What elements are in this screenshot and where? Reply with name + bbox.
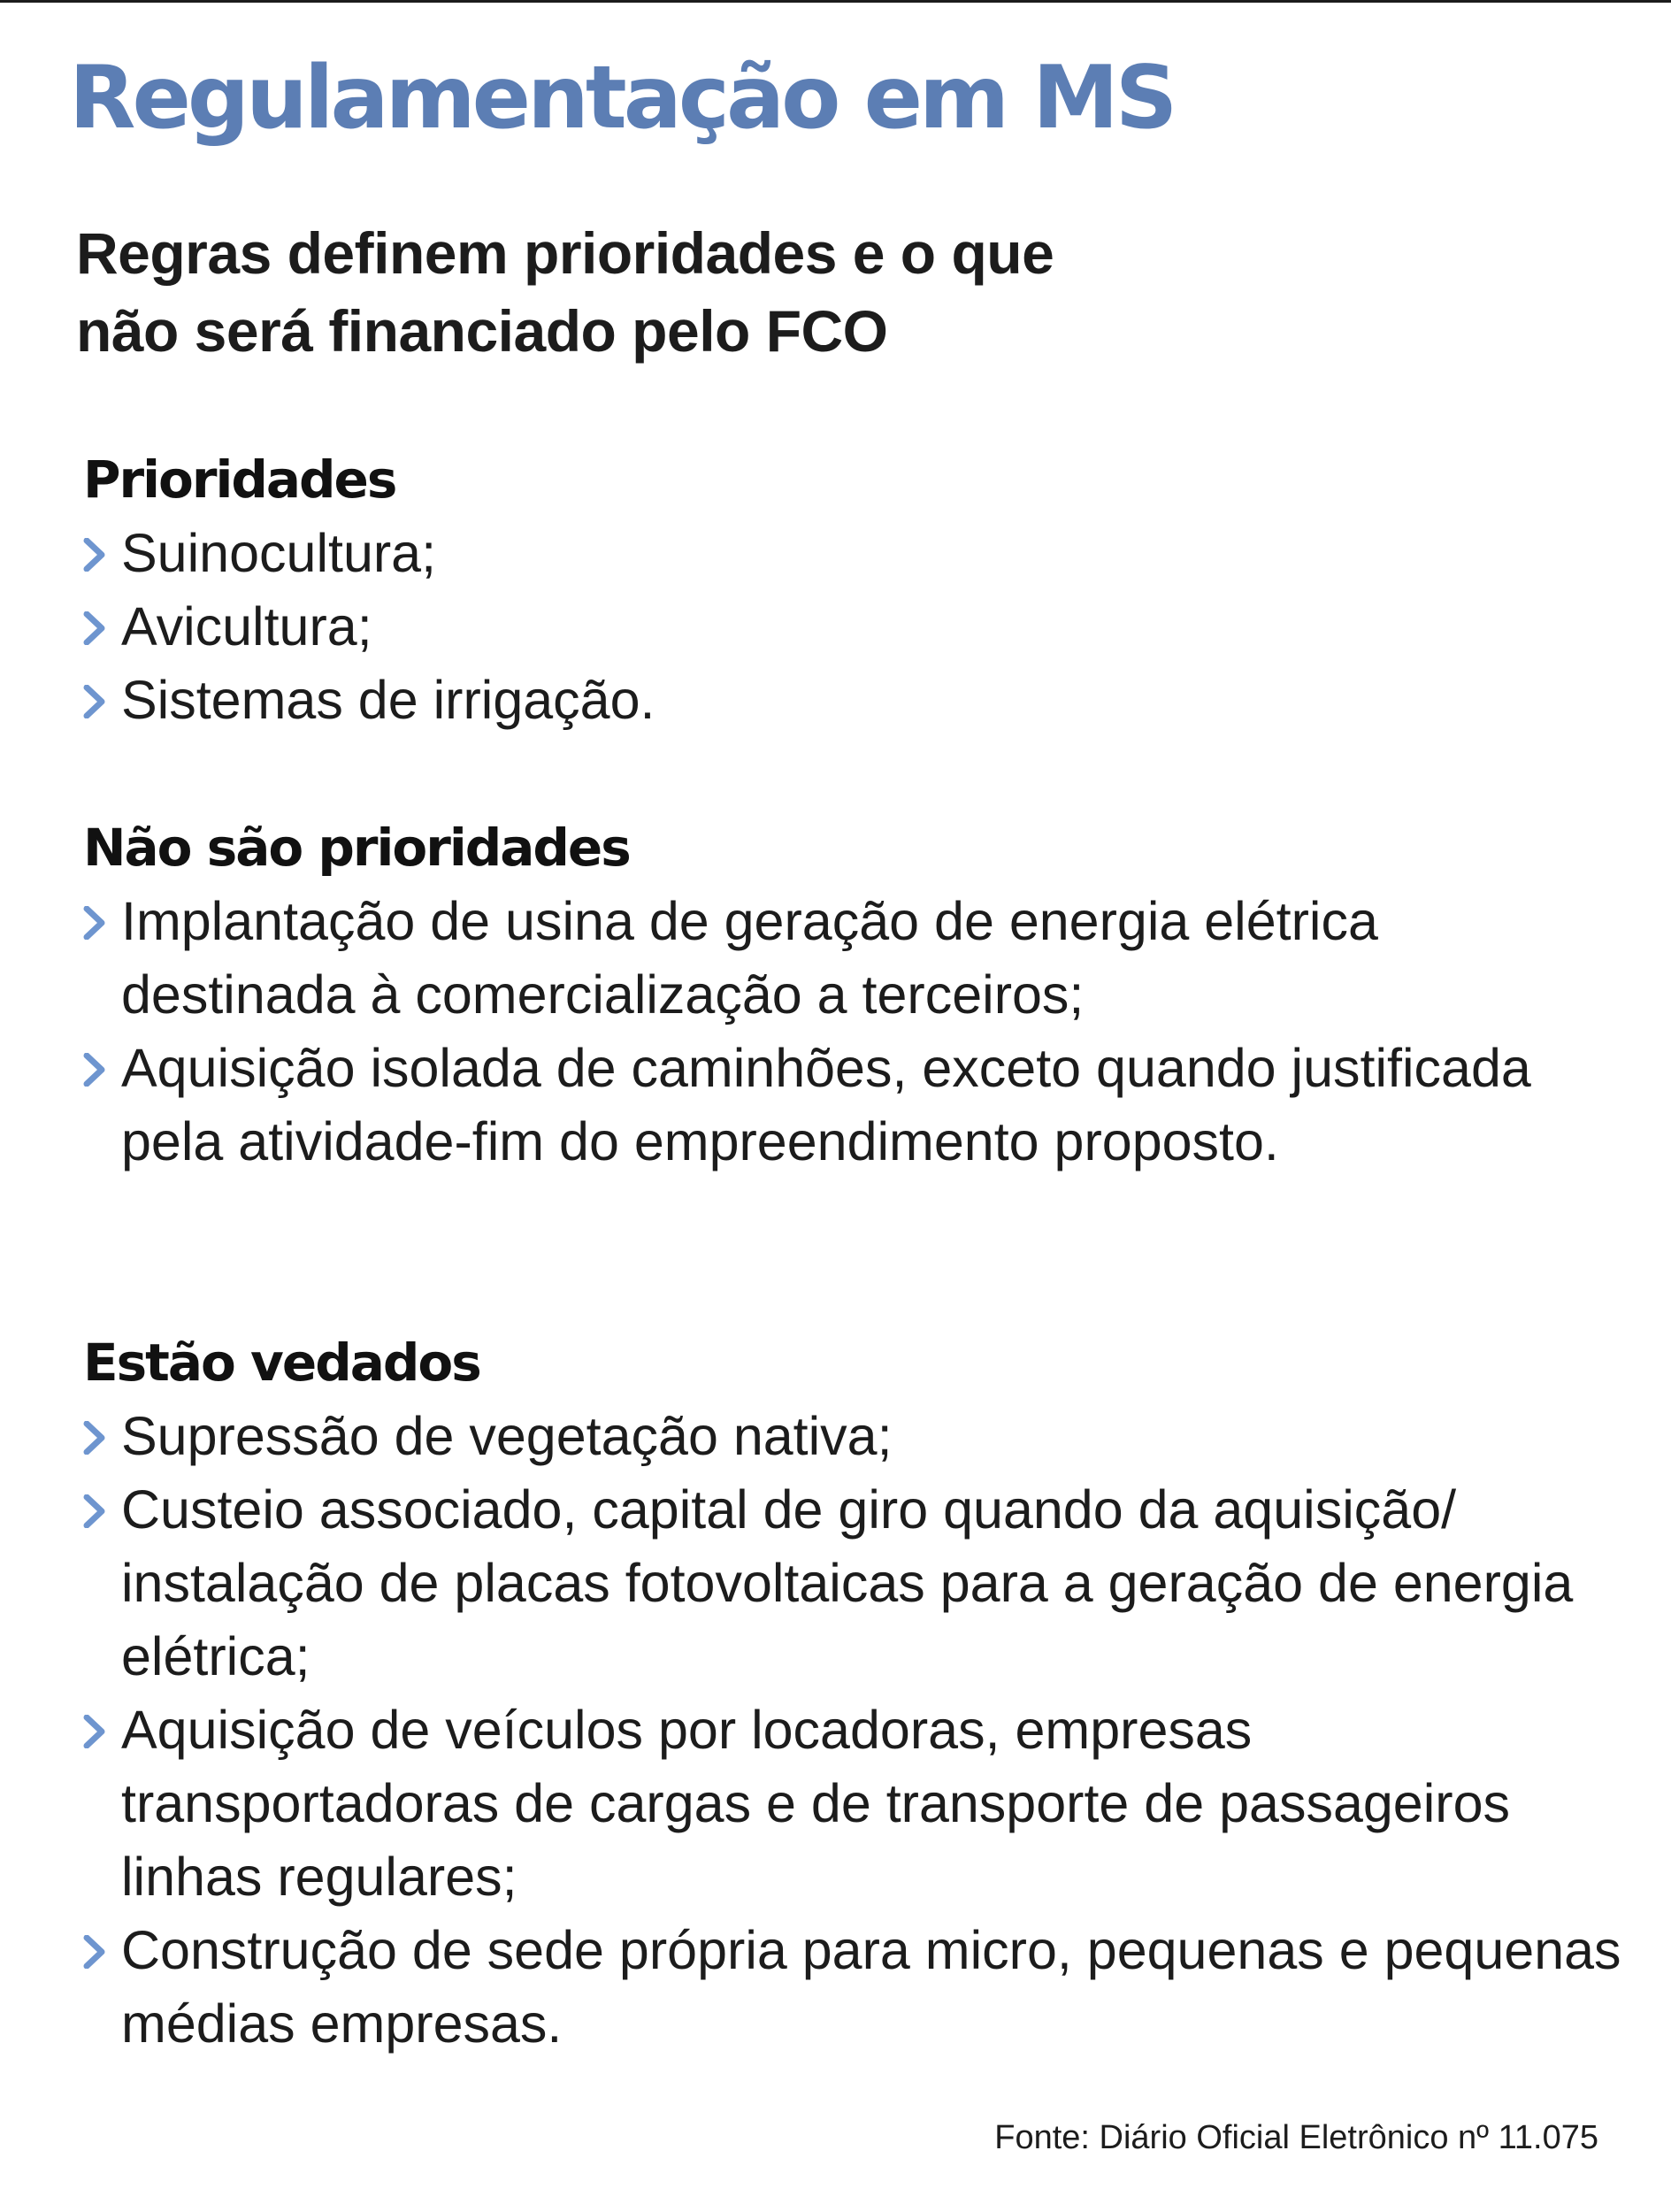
list-item-text: Supressão de vegetação nativa; — [121, 1406, 893, 1466]
item-list — [83, 885, 1622, 1179]
list-item-text: Implantação de usina de geração de energia elétrica destinada à comercialização a terceiros; — [121, 891, 1378, 1025]
list-item — [83, 1914, 1622, 2061]
list-item-text: Avicultura; — [121, 596, 372, 657]
list-item — [83, 1400, 1622, 1473]
list-item — [83, 1694, 1622, 1914]
item-list — [83, 517, 1622, 737]
list-item-text: Custeio associado, capital de giro quando da aquisição/ instalação de placas fotovoltaicas para a geração de energia elétrica; — [121, 1479, 1574, 1686]
section-heading: Não são prioridades — [83, 818, 630, 878]
page-title: Regulamentação em MS — [69, 48, 1175, 149]
chevron-right-icon — [83, 538, 106, 572]
chevron-right-icon — [83, 1421, 106, 1455]
top-rule — [0, 0, 1671, 3]
section-estao-vedados — [83, 1325, 1622, 2061]
list-item — [83, 590, 1622, 664]
subtitle-line-2: não será financiado pelo FCO — [76, 298, 888, 364]
list-item — [83, 1032, 1622, 1179]
item-list — [83, 1400, 1622, 2061]
chevron-right-icon — [83, 611, 106, 645]
list-item-text: Construção de sede própria para micro, pequenas e pequenas médias empresas. — [121, 1920, 1621, 2054]
list-item-text: Aquisição isolada de caminhões, exceto quando justificada pela atividade-fim do empreendimento proposto. — [121, 1038, 1531, 1171]
chevron-right-icon — [83, 1935, 106, 1969]
chevron-right-icon — [83, 685, 106, 718]
subtitle-line-1: Regras definem prioridades e o que — [76, 220, 1054, 286]
chevron-right-icon — [83, 906, 106, 940]
section-nao-sao-prioridades — [83, 810, 1622, 1179]
source-credit: Fonte: Diário Oficial Eletrônico nº 11.075 — [994, 2119, 1598, 2156]
list-item-text: Sistemas de irrigação. — [121, 670, 655, 730]
section-prioridades — [83, 442, 1622, 737]
page-subtitle — [76, 214, 1403, 370]
chevron-right-icon — [83, 1494, 106, 1528]
chevron-right-icon — [83, 1053, 106, 1087]
section-heading: Estão vedados — [83, 1333, 480, 1393]
chevron-right-icon — [83, 1715, 106, 1748]
list-item — [83, 517, 1622, 590]
list-item — [83, 885, 1622, 1032]
list-item — [83, 1473, 1622, 1694]
list-item-text: Suinocultura; — [121, 523, 437, 583]
list-item — [83, 664, 1622, 737]
section-heading: Prioridades — [83, 449, 396, 510]
list-item-text: Aquisição de veículos por locadoras, empresas transportadoras de cargas e de transporte de passageiros linhas regulares; — [121, 1700, 1511, 1907]
